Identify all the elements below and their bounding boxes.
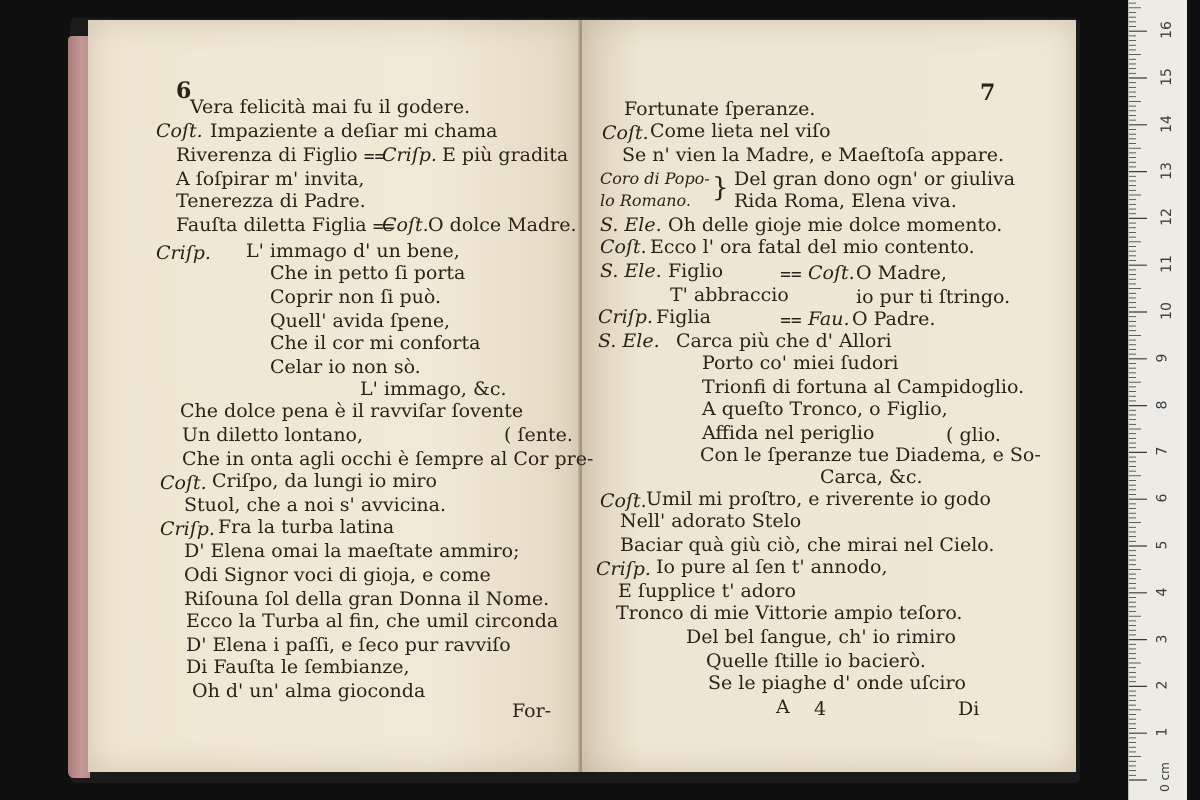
- ruler-number: 12: [1158, 208, 1175, 227]
- text-line: Figlia: [656, 306, 711, 328]
- speaker-label: Coſt.: [602, 122, 649, 144]
- speaker-label: S. Ele.: [600, 260, 662, 282]
- speaker-label: S. Ele.: [598, 330, 660, 352]
- speaker-label: Coſt.: [600, 236, 647, 258]
- ruler-number: 8: [1154, 400, 1171, 410]
- text-line: Rida Roma, Elena viva.: [734, 190, 957, 212]
- ruler-number: 1: [1154, 727, 1171, 737]
- text-line: O Madre,: [856, 262, 947, 284]
- text-line: Del bel ſangue, ch' io rimiro: [686, 626, 956, 648]
- speaker-label: Coro di Popo-: [600, 169, 710, 188]
- speaker-label: Coſt.: [600, 490, 647, 512]
- ruler-number: 3: [1154, 634, 1171, 644]
- speaker-label: Coſt.: [160, 472, 207, 494]
- text-line: Ecco la Turba al fin, che umil circonda: [186, 610, 559, 632]
- text-line: Tronco di mie Vittorie ampio teſoro.: [616, 602, 963, 624]
- text-line: Che il cor mi conforta: [270, 332, 481, 354]
- text-line: Quelle ſtille io bacierò.: [706, 650, 926, 672]
- text-line: Che dolce pena è il ravviſar ſovente: [180, 400, 524, 422]
- catchword-right: Di: [958, 698, 980, 720]
- ruler-number: 7: [1154, 446, 1171, 456]
- text-line: Umil mi proſtro, e riverente io godo: [646, 488, 991, 510]
- speaker-label: Criſp.: [596, 558, 651, 580]
- speaker-label: Coſt.: [156, 120, 203, 142]
- equal-sign: ⩵: [780, 262, 802, 284]
- speaker-label: Criſp.: [382, 144, 437, 166]
- speaker-label: Coſt.: [382, 214, 429, 236]
- text-line: Trionfi di fortuna al Campidoglio.: [702, 376, 1025, 398]
- text-line: Se le piaghe d' onde uſciro: [708, 672, 966, 694]
- text-line: Ecco l' ora fatal del mio contento.: [650, 236, 975, 258]
- text-line: Fauſta diletta Figlia ⩵: [176, 214, 395, 236]
- text-line: Del gran dono ogn' or giuliva: [734, 168, 1016, 190]
- speaker-label: Coſt.: [808, 262, 855, 284]
- text-line: Che in onta agli occhi è ſempre al Cor pre-: [182, 448, 594, 470]
- text-line: ( ſente.: [504, 424, 573, 446]
- page-number-left: 6: [176, 78, 192, 104]
- text-line: Figlio: [668, 260, 724, 282]
- ruler-number: 6: [1154, 493, 1171, 503]
- ruler-number: 5: [1154, 540, 1171, 550]
- ruler-number: 2: [1154, 680, 1171, 690]
- text-line: Carca più che d' Allori: [676, 330, 892, 352]
- ruler-number: 11: [1158, 255, 1175, 274]
- speaker-label: lo Romano.: [600, 191, 691, 210]
- text-line: O Padre.: [852, 308, 936, 330]
- text-line: Odi Signor voci di gioja, e come: [184, 564, 491, 586]
- signature-mark: A: [776, 696, 790, 718]
- speaker-label: Criſp.: [156, 242, 211, 264]
- text-line: Fra la turba latina: [218, 516, 395, 538]
- text-line: E più gradita: [442, 144, 569, 166]
- text-line: Che in petto ſi porta: [270, 262, 466, 284]
- ruler-number: 10: [1158, 302, 1175, 320]
- text-line: D' Elena i paſſi, e ſeco pur ravviſo: [186, 634, 511, 656]
- speaker-label: S. Ele.: [600, 214, 662, 236]
- text-line: A queſto Tronco, o Figlio,: [702, 398, 948, 420]
- ruler-unit-label: 0 cm: [1157, 762, 1172, 792]
- text-line: Fortunate ſperanze.: [624, 98, 816, 120]
- text-line: Affida nel periglio: [702, 422, 875, 444]
- signature-number: 4: [814, 698, 827, 720]
- text-line: Oh d' un' alma gioconda: [192, 680, 426, 702]
- text-line: Riverenza di Figlio ⩵: [176, 144, 386, 166]
- text-line: E ſupplice t' adoro: [618, 580, 796, 602]
- text-line: Baciar quà giù ciò, che mirai nel Cielo.: [620, 534, 995, 556]
- bracket: }: [712, 173, 729, 203]
- speaker-label: Fau.: [808, 308, 850, 330]
- text-line: Oh delle gioje mie dolce momento.: [668, 214, 1003, 236]
- text-line: O dolce Madre.: [428, 214, 577, 236]
- text-line: Se n' vien la Madre, e Maeſtoſa appare.: [622, 144, 1005, 166]
- text-line: D' Elena omai la maeſtate ammiro;: [184, 540, 520, 562]
- text-line: Tenerezza di Padre.: [176, 190, 366, 212]
- ruler-number: 4: [1154, 587, 1171, 597]
- text-line: A ſoſpirar m' invita,: [176, 168, 365, 190]
- text-line: Porto co' miei ſudori: [702, 352, 899, 374]
- equal-sign: ⩵: [780, 308, 802, 330]
- ruler-number: 16: [1158, 21, 1175, 40]
- ruler-number: 14: [1158, 114, 1175, 133]
- text-line: Criſpo, da lungi io miro: [212, 470, 437, 492]
- text-line: Con le ſperanze tue Diadema, e So-: [700, 444, 1041, 466]
- book-cover-edge: [68, 36, 90, 778]
- speaker-label: Criſp.: [160, 518, 215, 540]
- text-line: Io pure al ſen t' annodo,: [656, 556, 888, 578]
- text-line: ( glio.: [946, 424, 1001, 446]
- text-line: L' immago, &c.: [360, 378, 507, 400]
- text-line: Come lieta nel viſo: [650, 120, 831, 142]
- text-line: Vera felicità mai fu il godere.: [190, 96, 471, 118]
- speaker-label: Criſp.: [598, 306, 653, 328]
- text-line: io pur ti ſtringo.: [856, 286, 1011, 308]
- text-line: L' immago d' un bene,: [246, 240, 460, 262]
- text-line: Coprir non ſi può.: [270, 286, 442, 308]
- text-line: Impaziente a deſiar mi chama: [210, 120, 498, 142]
- text-line: Nell' adorato Stelo: [620, 510, 802, 532]
- text-line: Riſouna ſol della gran Donna il Nome.: [184, 588, 550, 610]
- ruler-number: 15: [1158, 68, 1175, 86]
- text-line: Carca, &c.: [820, 466, 923, 488]
- text-line: Stuol, che a noi s' avvicina.: [184, 494, 447, 516]
- catchword-left: For-: [512, 700, 552, 722]
- text-line: Celar io non sò.: [270, 356, 421, 378]
- text-line: T' abbraccio: [670, 284, 789, 306]
- text-line: Quell' avida ſpene,: [270, 310, 451, 332]
- page-number-right: 7: [980, 80, 996, 106]
- text-line: Un diletto lontano,: [182, 424, 364, 446]
- text-line: Di Fauſta le ſembianze,: [186, 656, 410, 678]
- ruler-number: 9: [1154, 353, 1171, 363]
- ruler-number: 13: [1158, 161, 1175, 180]
